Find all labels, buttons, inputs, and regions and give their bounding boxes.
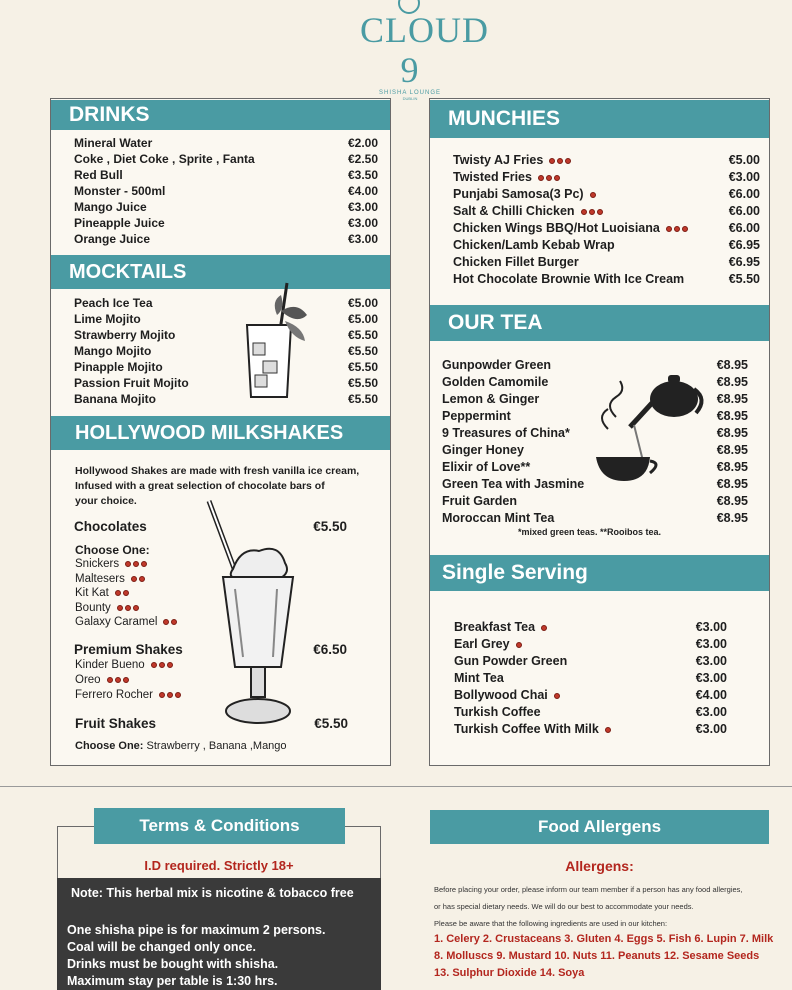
left-menu-panel xyxy=(50,98,391,766)
allergen-dots-icon xyxy=(516,642,522,648)
milkshakes-title: HOLLYWOOD MILKSHAKES xyxy=(75,421,344,444)
logo-subtitle: SHISHA LOUNGE xyxy=(378,90,441,96)
allergen-dot-icon xyxy=(589,209,595,215)
menu-item xyxy=(74,376,378,390)
menu-item-name-text: Mineral Water xyxy=(74,136,153,150)
menu-item-name xyxy=(74,344,151,358)
tea-header xyxy=(430,305,769,341)
allergens-text xyxy=(434,881,743,932)
menu-item-price: €3.00 xyxy=(695,620,727,634)
allergen-dot-icon xyxy=(163,619,169,625)
option-item-text: Snickers xyxy=(75,558,120,570)
allergen-dots-icon xyxy=(115,590,129,596)
allergen-dot-icon xyxy=(605,727,611,733)
allergens-text-line: or has special dietary needs. We will do our best to accommodate your needs. xyxy=(434,902,694,911)
allergens-list-line: 13. Sulphur Dioxide 14. Soya xyxy=(434,967,585,979)
menu-item-name-text: Fruit Garden xyxy=(442,494,518,508)
menu-item-price: €8.95 xyxy=(716,511,748,525)
premium-label: Premium Shakes xyxy=(74,642,183,657)
menu-item xyxy=(453,238,760,252)
menu-item xyxy=(74,136,378,150)
menu-item xyxy=(74,312,378,326)
milkshakes-header xyxy=(51,416,390,450)
milkshake-glass-icon xyxy=(201,497,301,731)
allergens-text-line: Before placing your order, please inform our team member if a person has any food allergies, xyxy=(434,885,743,894)
menu-item-name xyxy=(442,392,539,406)
menu-item xyxy=(442,511,748,525)
menu-item-name xyxy=(74,136,152,150)
option-item xyxy=(75,602,139,614)
fruit-choose-label: Choose One: xyxy=(75,740,144,752)
menu-item-name-text: Bollywood Chai xyxy=(454,688,548,702)
allergen-dots-icon xyxy=(554,693,560,699)
menu-item-name-text: Punjabi Samosa(3 Pc) xyxy=(453,187,584,201)
menu-item-name-text: Hot Chocolate Brownie With Ice Cream xyxy=(453,272,685,286)
allergen-dot-icon xyxy=(674,226,680,232)
menu-item-name xyxy=(453,272,684,286)
allergen-dots-icon xyxy=(117,605,139,611)
allergen-dot-icon xyxy=(123,590,129,596)
menu-item-name-text: Twisted Fries xyxy=(453,170,532,184)
chocolates-price: €5.50 xyxy=(313,519,347,534)
menu-item-price: €4.00 xyxy=(347,184,378,198)
menu-item xyxy=(454,637,727,651)
mocktails-header xyxy=(51,255,390,289)
allergen-dot-icon xyxy=(557,158,563,164)
allergen-dot-icon xyxy=(549,158,555,164)
menu-item-price: €3.00 xyxy=(695,654,727,668)
option-item-text: Ferrero Rocher xyxy=(75,689,153,701)
menu-item-price: €8.95 xyxy=(716,409,748,423)
menu-item-name-text: Ginger Honey xyxy=(442,443,524,457)
option-item-text: Bounty xyxy=(75,601,111,614)
menu-item-name-text: Coke , Diet Coke , Sprite , Fanta xyxy=(74,152,255,166)
menu-item-price: €5.50 xyxy=(347,344,378,358)
drinks-header xyxy=(51,100,390,130)
menu-item xyxy=(454,654,727,668)
allergen-dot-icon xyxy=(554,693,560,699)
teapot-icon xyxy=(590,369,710,489)
option-item-text: Oreo xyxy=(75,674,101,686)
allergen-dot-icon xyxy=(546,175,552,181)
tea-footnote: *mixed green teas. **Rooibos tea. xyxy=(518,527,662,537)
menu-item-price: €3.00 xyxy=(347,200,378,214)
menu-item xyxy=(453,187,760,201)
allergen-dot-icon xyxy=(133,605,139,611)
menu-item xyxy=(453,255,760,269)
terms-box xyxy=(57,878,381,990)
menu-item-price: €8.95 xyxy=(716,443,748,457)
allergen-dot-icon xyxy=(159,662,165,668)
menu-item xyxy=(454,705,727,719)
menu-item-name-text: Chicken/Lamb Kebab Wrap xyxy=(453,238,615,252)
menu-item-name xyxy=(74,376,189,390)
menu-item xyxy=(74,296,378,310)
menu-item-name-text: Orange Juice xyxy=(74,232,151,246)
choose-one-label: Choose One: xyxy=(75,543,150,557)
menu-item-name xyxy=(454,637,522,651)
menu-item-name-text: Mango Juice xyxy=(74,200,147,214)
menu-item xyxy=(74,216,378,230)
allergen-dots-icon xyxy=(666,226,688,232)
menu-item-name xyxy=(442,494,517,508)
menu-item-name xyxy=(74,168,123,182)
menu-item-price: €8.95 xyxy=(716,392,748,406)
allergen-dots-icon xyxy=(107,677,129,683)
allergens-heading: Allergens: xyxy=(565,858,634,874)
menu-item xyxy=(453,221,760,235)
menu-item-name xyxy=(454,705,541,719)
menu-item-name-text: Gun Powder Green xyxy=(454,654,568,668)
menu-item-name-text: 9 Treasures of China* xyxy=(442,426,570,440)
menu-item-name xyxy=(454,688,560,702)
menu-item-price: €2.00 xyxy=(347,136,378,150)
menu-item-name-text: Peach Ice Tea xyxy=(74,296,153,310)
menu-item-price: €8.95 xyxy=(716,494,748,508)
menu-item-price: €8.95 xyxy=(716,460,748,474)
section-divider xyxy=(0,786,792,787)
menu-item-price: €8.95 xyxy=(716,426,748,440)
terms-rule: Coal will be changed only once. xyxy=(67,940,256,954)
logo-tagline: DUBLIN xyxy=(402,96,418,101)
chocolates-label: Chocolates xyxy=(74,519,147,534)
milkshakes-intro-line: Hollywood Shakes are made with fresh vanilla ice cream, xyxy=(75,465,360,477)
allergen-dot-icon xyxy=(590,192,596,198)
menu-item-name-text: Banana Mojito xyxy=(74,392,157,406)
menu-item-price: €5.50 xyxy=(347,328,378,342)
menu-item-name-text: Pineapple Juice xyxy=(74,216,165,230)
tea-title: OUR TEA xyxy=(448,311,543,334)
allergen-dots-icon xyxy=(159,692,181,698)
menu-item-price: €3.00 xyxy=(695,705,727,719)
menu-item-price: €6.95 xyxy=(728,238,760,252)
allergen-dot-icon xyxy=(516,642,522,648)
allergen-dot-icon xyxy=(125,561,131,567)
menu-item-price: €5.50 xyxy=(347,392,378,406)
menu-item-price: €5.00 xyxy=(347,312,378,326)
menu-item-name-text: Mango Mojito xyxy=(74,344,152,358)
menu-item-name-text: Golden Camomile xyxy=(442,375,549,389)
menu-item-name xyxy=(74,152,255,166)
allergen-dot-icon xyxy=(139,576,145,582)
allergen-dot-icon xyxy=(125,605,131,611)
menu-item-price: €3.00 xyxy=(728,170,760,184)
menu-item-name xyxy=(454,620,547,634)
menu-item xyxy=(74,328,378,342)
option-item-text: Maltesers xyxy=(75,572,125,585)
menu-item-price: €8.95 xyxy=(716,477,748,491)
menu-item-name xyxy=(74,360,163,374)
drinks-title: DRINKS xyxy=(69,103,150,126)
allergen-dots-icon xyxy=(151,662,173,668)
menu-item-name-text: Salt & Chilli Chicken xyxy=(453,204,575,218)
menu-item-name-text: Chicken Fillet Burger xyxy=(453,255,579,269)
menu-item-price: €4.00 xyxy=(695,688,727,702)
terms-rules xyxy=(67,922,325,990)
menu-item-name xyxy=(442,426,570,440)
menu-item xyxy=(454,688,727,702)
menu-item-name xyxy=(453,255,579,269)
menu-item-name-text: Gunpowder Green xyxy=(442,358,552,372)
menu-item-name xyxy=(442,511,554,525)
menu-item xyxy=(74,184,378,198)
milkshakes-intro-line: your choice. xyxy=(75,495,137,507)
menu-item-name xyxy=(74,392,156,406)
menu-item-name xyxy=(454,671,504,685)
option-item xyxy=(75,616,177,628)
option-item-text: Kinder Bueno xyxy=(75,659,145,671)
menu-item-name xyxy=(74,184,165,198)
menu-item-name xyxy=(74,312,141,326)
allergen-dot-icon xyxy=(107,677,113,683)
menu-item xyxy=(74,152,378,166)
menu-item-name-text: Moroccan Mint Tea xyxy=(442,511,555,525)
allergen-dot-icon xyxy=(175,692,181,698)
logo-title: CLOUD 9 xyxy=(360,10,489,90)
menu-item xyxy=(74,360,378,374)
menu-item xyxy=(74,168,378,182)
allergen-dot-icon xyxy=(167,692,173,698)
allergen-dots-icon xyxy=(538,175,560,181)
option-item xyxy=(75,573,145,585)
allergen-dot-icon xyxy=(581,209,587,215)
menu-item-price: €6.00 xyxy=(728,204,760,218)
munchies-title: MUNCHIES xyxy=(448,107,561,130)
terms-note: Note: This herbal mix is nicotine & tobacco free xyxy=(71,886,354,900)
menu-item-name-text: Twisty AJ Fries xyxy=(453,153,544,167)
option-item xyxy=(75,689,181,701)
menu-item-price: €6.95 xyxy=(728,255,760,269)
menu-item-price: €6.00 xyxy=(728,187,760,201)
menu-item xyxy=(454,671,727,685)
menu-item-name-text: Breakfast Tea xyxy=(454,620,536,634)
fruit-choose-value: Strawberry , Banana ,Mango xyxy=(146,740,287,752)
menu-item-name xyxy=(74,296,153,310)
allergen-dot-icon xyxy=(538,175,544,181)
menu-item xyxy=(442,494,748,508)
allergen-dot-icon xyxy=(565,158,571,164)
munchies-header xyxy=(430,100,769,138)
menu-item-price: €5.50 xyxy=(347,360,378,374)
menu-item-name xyxy=(454,722,611,736)
allergen-dot-icon xyxy=(123,677,129,683)
menu-item xyxy=(74,232,378,246)
menu-item-price: €5.00 xyxy=(728,153,760,167)
menu-item-name-text: Turkish Coffee With Milk xyxy=(454,722,599,736)
single-title: Single Serving xyxy=(442,561,588,584)
mojito-glass-icon xyxy=(241,281,321,401)
menu-item xyxy=(453,272,760,286)
terms-rule: Drinks must be bought with shisha. xyxy=(67,957,279,971)
milkshakes-intro-line: Infused with a great selection of chocolate bars of xyxy=(75,480,325,492)
menu-item-name-text: Lime Mojito xyxy=(74,312,141,326)
allergen-dot-icon xyxy=(141,561,147,567)
menu-item-name xyxy=(74,328,175,342)
menu-item-price: €3.00 xyxy=(695,637,727,651)
menu-item-name xyxy=(453,153,571,167)
menu-item-price: €5.00 xyxy=(347,296,378,310)
id-required: I.D required. Strictly 18+ xyxy=(144,858,294,873)
allergen-dots-icon xyxy=(541,625,547,631)
menu-item-name xyxy=(442,375,548,389)
menu-item-name-text: Elixir of Love** xyxy=(442,460,531,474)
fruit-label: Fruit Shakes xyxy=(75,716,157,731)
terms-rule: One shisha pipe is for maximum 2 persons. xyxy=(67,923,326,937)
allergen-dot-icon xyxy=(167,662,173,668)
menu-item-name-text: Green Tea with Jasmine xyxy=(442,477,585,491)
option-item xyxy=(75,659,173,671)
menu-item-name xyxy=(74,200,147,214)
menu-item-name-text: Monster - 500ml xyxy=(74,184,166,198)
terms-header: Terms & Conditions xyxy=(94,808,345,844)
menu-item-name xyxy=(453,204,603,218)
allergens-list-line: 1. Celery 2. Crustaceans 3. Gluten 4. Eggs 5. Fish 6. Lupin 7. Milk xyxy=(434,933,774,945)
menu-item-name xyxy=(74,216,165,230)
menu-item-price: €3.00 xyxy=(347,232,378,246)
allergen-dot-icon xyxy=(554,175,560,181)
menu-item-price: €5.50 xyxy=(347,376,378,390)
menu-item-price: €3.00 xyxy=(695,722,727,736)
menu-item xyxy=(453,170,760,184)
menu-item-name-text: Lemon & Ginger xyxy=(442,392,540,406)
allergen-dots-icon xyxy=(131,576,145,582)
allergen-dot-icon xyxy=(133,561,139,567)
menu-item-name xyxy=(453,170,560,184)
menu-item xyxy=(453,204,760,218)
terms-rule: Maximum stay per table is 1:30 hrs. xyxy=(67,974,278,988)
allergen-dot-icon xyxy=(151,662,157,668)
menu-item-name-text: Turkish Coffee xyxy=(454,705,541,719)
logo xyxy=(360,0,489,101)
allergen-dot-icon xyxy=(115,590,121,596)
fruit-price: €5.50 xyxy=(314,716,348,731)
menu-item-name xyxy=(453,187,596,201)
menu-item-price: €6.00 xyxy=(728,221,760,235)
allergens-list-line: 8. Molluscs 9. Mustard 10. Nuts 11. Peanuts 12. Sesame Seeds xyxy=(434,950,760,962)
menu-item-name-text: Earl Grey xyxy=(454,637,510,651)
allergen-dots-icon xyxy=(125,561,147,567)
menu-item-name xyxy=(453,238,615,252)
allergen-dot-icon xyxy=(541,625,547,631)
allergens-text-line: Please be aware that the following ingredients are used in our kitchen: xyxy=(434,919,668,928)
menu-item-name-text: Red Bull xyxy=(74,168,123,182)
menu-item-name xyxy=(442,460,530,474)
menu-item xyxy=(454,620,727,634)
menu-item-price: €2.50 xyxy=(347,152,378,166)
menu-item-name xyxy=(442,409,511,423)
allergen-dot-icon xyxy=(115,677,121,683)
menu-item-price: €3.50 xyxy=(347,168,378,182)
option-item xyxy=(75,674,129,686)
menu-item-price: €8.95 xyxy=(716,358,748,372)
menu-item-name xyxy=(442,443,524,457)
allergen-dot-icon xyxy=(171,619,177,625)
menu-item-price: €3.00 xyxy=(347,216,378,230)
allergen-dot-icon xyxy=(131,576,137,582)
allergen-dots-icon xyxy=(581,209,603,215)
menu-item-name-text: Peppermint xyxy=(442,409,511,423)
menu-item-name xyxy=(442,477,584,491)
menu-item-name xyxy=(442,358,551,372)
menu-item xyxy=(74,200,378,214)
option-item xyxy=(75,587,129,599)
allergen-dot-icon xyxy=(666,226,672,232)
premium-price: €6.50 xyxy=(313,642,347,657)
single-header xyxy=(430,555,769,591)
allergens-header: Food Allergens xyxy=(430,810,769,844)
menu-item xyxy=(74,392,378,406)
menu-item-name xyxy=(454,654,567,668)
option-item-text: Galaxy Caramel xyxy=(75,616,158,629)
allergen-dot-icon xyxy=(597,209,603,215)
allergen-dot-icon xyxy=(117,605,123,611)
allergen-dots-icon xyxy=(163,619,177,625)
allergen-dots-icon xyxy=(590,192,596,198)
menu-item-price: €8.95 xyxy=(716,375,748,389)
menu-item xyxy=(74,344,378,358)
menu-item-price: €5.50 xyxy=(728,272,760,286)
menu-item xyxy=(453,153,760,167)
menu-item-price: €3.00 xyxy=(695,671,727,685)
allergens-list xyxy=(434,931,773,982)
menu-item xyxy=(454,722,727,736)
fruit-choose xyxy=(75,740,287,752)
option-item-text: Kit Kat xyxy=(75,587,109,600)
allergen-dots-icon xyxy=(549,158,571,164)
right-top-panel xyxy=(429,98,770,766)
menu-item-name-text: Mint Tea xyxy=(454,671,504,685)
allergen-dot-icon xyxy=(682,226,688,232)
allergen-dots-icon xyxy=(605,727,611,733)
menu-item-name-text: Strawberry Mojito xyxy=(74,328,176,342)
mocktails-title: MOCKTAILS xyxy=(69,260,187,283)
menu-item-name xyxy=(74,232,150,246)
menu-item-name-text: Pinapple Mojito xyxy=(74,360,163,374)
menu-item-name-text: Chicken Wings BBQ/Hot Luoisiana xyxy=(453,221,660,235)
allergen-dot-icon xyxy=(159,692,165,698)
option-item xyxy=(75,558,147,570)
menu-item-name-text: Passion Fruit Mojito xyxy=(74,376,189,390)
menu-item-name xyxy=(453,221,688,235)
